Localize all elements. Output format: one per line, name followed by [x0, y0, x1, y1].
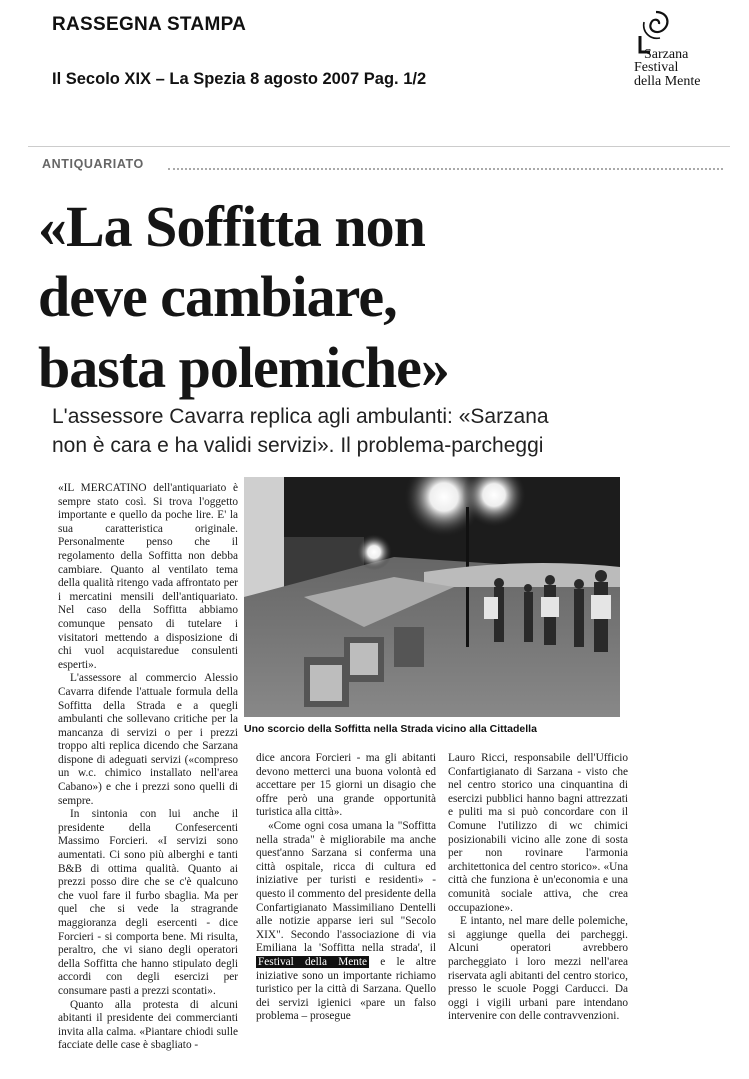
festival-logo — [632, 8, 732, 90]
photo-caption: Uno scorcio della Soffitta nella Strada vicino alla Cittadella — [244, 723, 537, 735]
subheadline-line-2: non è cara e ha validi servizi». Il problema-parcheggi — [52, 434, 544, 457]
kicker-divider — [168, 168, 723, 170]
paragraph — [256, 820, 436, 1024]
logo-line-della-mente: della Mente — [634, 74, 701, 89]
headline-line-1: «La Soffitta non — [38, 194, 425, 259]
paragraph: Quanto alla protesta di alcuni abitanti il presidente dei commercianti invita alla calma. «Piantare chiodi sulle facciate delle case è sbagliato - — [58, 998, 238, 1052]
headline-line-3: basta polemiche» — [38, 335, 449, 400]
logo-line-festival: Festival — [634, 60, 679, 75]
paragraph-text: «Come ogni cosa umana la "Soffitta nella strada" è migliorabile ma anche quest'anno Sarzana si conferma una città ospitale, ricca di cultura ed iniziative per turisti e residenti» - questo il commento del presidente della Confartigianato Massimiliano Dentelli alle notizie apparse ieri sul "Secolo XIX". Secondo l'associazione di via Emiliana la 'Soffitta nella strada', il — [256, 819, 436, 955]
logo-line-sarzana: Sarzana — [644, 47, 689, 62]
festival-highlight: Festival della Mente — [258, 955, 368, 968]
paragraph: «IL MERCATINO dell'antiquariato è sempre stato così. Si trova l'oggetto importante e quello da poche lire. E' la sua caratteristica originale. Personalmente penso che il regolamento della Soffitta non debba cambiare. Quanto al ventilato tema della qualità ritengo vada affrontato per i mercatini mensili dell'antiquariato. Nel caso della Soffitta abbiamo comunque pensato di tutelare i visitatori mettendo a disposizione di chi vuol acquistaredue consulenti esperti». — [58, 482, 238, 671]
paragraph: L'assessore al commercio Alessio Cavarra difende l'attuale formula della Soffitta della Strada e a quegli ambulanti che sollevano critiche per la mancanza di servizi o per i prezzi troppo alti replica dicendo che Sarzana dispone di adeguati servizi («compreso un w.c. chimico installato nell'area Cabano») e che i prezzi sono quelli di sempre. — [58, 672, 238, 807]
headline-line-2: deve cambiare, — [38, 264, 397, 329]
article-column-2 — [256, 752, 436, 1024]
paragraph: dice ancora Forcieri - ma gli abitanti devono metterci una buona volontà ed accettare per 15 giorni un disagio che offre però una grande opportunità turistica alla città». — [256, 752, 436, 819]
article-column-1 — [58, 482, 238, 1053]
article-photo — [244, 477, 620, 717]
source-line: Il Secolo XIX – La Spezia 8 agosto 2007 Pag. 1/2 — [52, 70, 427, 88]
paragraph: Lauro Ricci, responsabile dell'Ufficio Confartigianato di Sarzana - visto che nel centro storico una cinquantina di esercizi pubblici hanno bagni attrezzati e puliti ma si può concordare con il Comune l'utilizzo di wc chimici posizionabili vicino alle zone di sosta per non rovinare l'armonia architettonica del centro storico». «Una città che funziona è un'economia e una comunità sociale attiva, che crea occupazione». — [448, 752, 628, 914]
rassegna-stampa-label: RASSEGNA STAMPA — [52, 14, 247, 35]
paragraph: In sintonia con lui anche il presidente della Confesercenti Massimo Forcieri. «I servizi sono aumentati. Ci sono più alberghi e tanti B&B di ottima qualità. Quanto ai prezzi posso dire che se c'è qualcuno che vuol fare il furbo sbaglia. Ma per quel che si vede la stragrande maggioranza degli esercenti - dice Forcieri - si comporta bene. Mi risulta, peraltro, che vi siano degli operatori della Soffitta che hanno stipulato degli accordi con degli esercizi per consumare pasti a prezzi scontati». — [58, 808, 238, 997]
market-scene-image — [244, 477, 620, 717]
subheadline-line-1: L'assessore Cavarra replica agli ambulanti: «Sarzana — [52, 405, 549, 428]
article-kicker: ANTIQUARIATO — [42, 157, 144, 171]
paragraph: E intanto, nel mare delle polemiche, si aggiunge quella dei parcheggi. Alcuni operatori avrebbero parcheggiato i loro mezzi nell'area riservata agli abitanti del centro storico, presso le scuole Poggi Carducci. Da oggi i vigili urbani pare intendano intervenire con delle contravvenzioni. — [448, 915, 628, 1023]
paragraph-tail: e le altre iniziative sono un importante richiamo turistico per la città di Sarzana. Quello dei servizi igienici «pare un falso problema – prosegue — [256, 955, 436, 1023]
article-column-3 — [448, 752, 628, 1024]
